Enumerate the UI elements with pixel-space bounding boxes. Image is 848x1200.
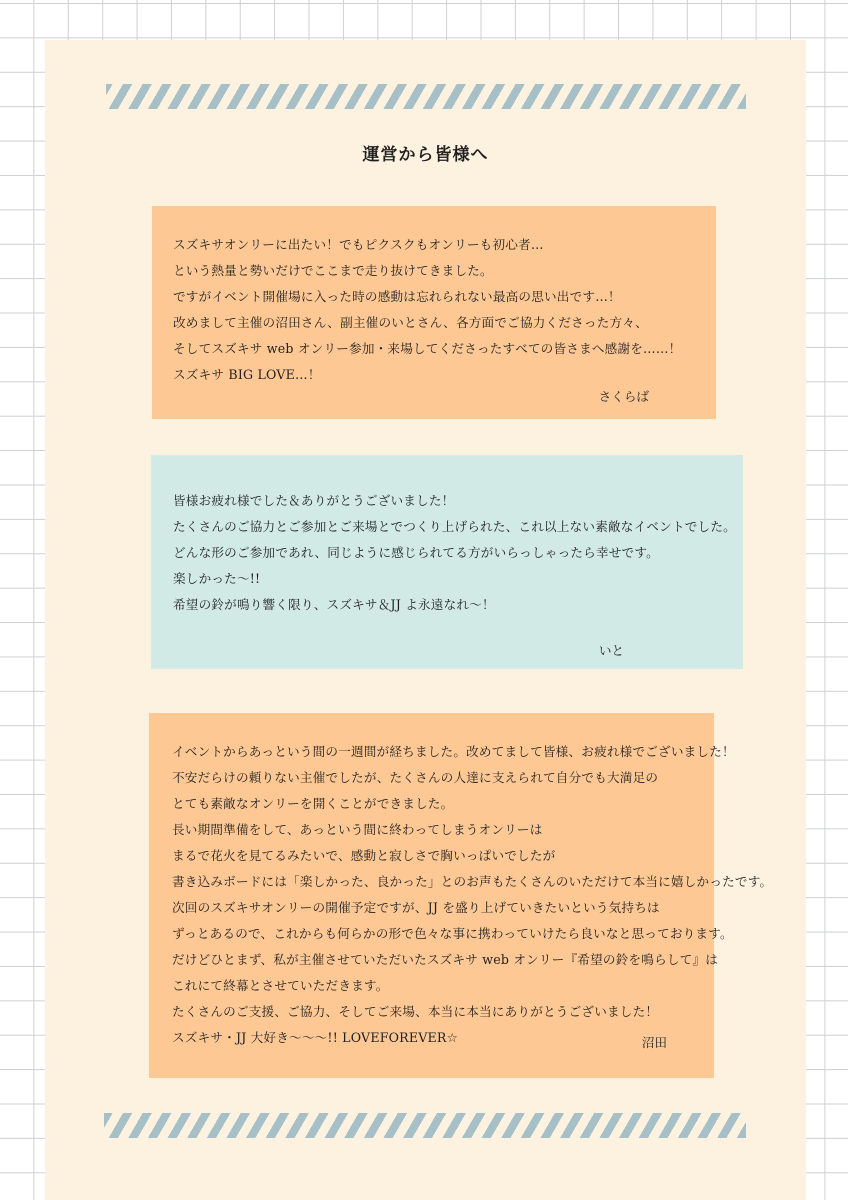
paper-sheet bbox=[45, 40, 806, 1200]
message-line: スズキサ BIG LOVE…！ bbox=[173, 367, 321, 382]
message-line: とても素敵なオンリーを開くことができました。 bbox=[172, 796, 454, 811]
message-line: たくさんのご支援、ご協力、そしてご来場、本当に本当にありがとうございました！ bbox=[172, 1004, 659, 1019]
message-line: イベントからあっという間の一週間が経ちました。改めてまして皆様、お疲れ様でございました！ bbox=[172, 744, 735, 759]
message-signature: さくらば bbox=[598, 389, 649, 404]
message-line: これにて終幕とさせていただきます。 bbox=[172, 978, 389, 993]
message-line: ずっとあるので、これからも何らかの形で色々な事に携わっていけたら良いなと思っております。 bbox=[172, 926, 733, 941]
message-card-numata bbox=[149, 713, 773, 1078]
message-line: 次回のスズキサオンリーの開催予定ですが、JJ を盛り上げていきたいという気持ちは bbox=[172, 900, 660, 915]
message-line: 希望の鈴が鳴り響く限り、スズキサ＆JJ よ永遠なれ〜！ bbox=[173, 597, 495, 612]
message-line: そしてスズキサ web オンリー参加・来場してくださったすべての皆さまへ感謝を……！ bbox=[173, 341, 682, 356]
message-line: 書き込みボードには「楽しかった、良かった」とのお声もたくさんのいただけて本当に嬉しかったです。 bbox=[172, 874, 773, 889]
message-line: スズキサ・JJ 大好き〜〜〜!! LOVEFOREVER☆ bbox=[172, 1030, 459, 1045]
message-line: スズキサオンリーに出たい！でもピクスクもオンリーも初心者… bbox=[173, 237, 544, 252]
striped-border-bottom bbox=[104, 1113, 746, 1138]
message-line: どんな形のご参加であれ、同じように感じられてる方がいらっしゃったら幸せです。 bbox=[173, 545, 659, 560]
message-line: 長い期間準備をして、あっという間に終わってしまうオンリーは bbox=[172, 822, 543, 837]
message-card-sakuraba bbox=[152, 206, 716, 419]
message-card-ito bbox=[151, 455, 743, 669]
message-line: 皆様お疲れ様でした＆ありがとうございました！ bbox=[173, 493, 455, 508]
message-line: 改めまして主催の沼田さん、副主催のいとさん、各方面でご協力くださった方々、 bbox=[173, 315, 648, 330]
message-line: 不安だらけの頼りない主催でしたが、たくさんの人達に支えられて自分でも大満足の bbox=[172, 770, 659, 785]
message-line: たくさんのご協力とご参加とご来場とでつくり上げられた、これ以上ない素敵なイベントでした。 bbox=[173, 519, 736, 534]
message-signature: 沼田 bbox=[641, 1035, 667, 1050]
message-line: まるで花火を見てるみたいで、感動と寂しさで胸いっぱいでしたが bbox=[172, 848, 556, 863]
striped-border-top bbox=[106, 84, 746, 109]
message-line: という熱量と勢いだけでここまで走り抜けてきました。 bbox=[173, 263, 493, 278]
message-line: だけどひとまず、私が主催させていただいたスズキサ web オンリー『希望の鈴を鳴らして』は bbox=[172, 952, 719, 967]
page-title: 運営から皆様へ bbox=[362, 145, 489, 165]
message-line: 楽しかった〜!! bbox=[173, 571, 261, 586]
message-line: ですがイベント開催場に入った時の感動は忘れられない最高の思い出です…！ bbox=[173, 289, 621, 304]
message-signature: いと bbox=[598, 643, 624, 658]
